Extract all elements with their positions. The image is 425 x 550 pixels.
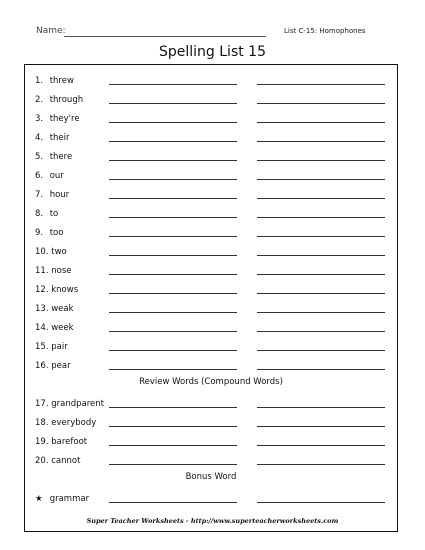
spelling-word: their	[49, 133, 70, 143]
write-line-2[interactable]	[257, 312, 385, 313]
spelling-word: threw	[49, 76, 74, 86]
spelling-word: barefoot	[51, 437, 88, 447]
word-row	[25, 354, 397, 373]
write-line-2[interactable]	[257, 464, 385, 465]
name-row	[36, 24, 396, 40]
write-line-1[interactable]	[109, 464, 237, 465]
word-label	[35, 437, 87, 447]
word-label	[35, 209, 58, 219]
write-line-1[interactable]	[109, 141, 237, 142]
word-row	[25, 259, 397, 278]
word-row	[25, 145, 397, 164]
write-line-1[interactable]	[109, 502, 237, 503]
word-number: 17.	[35, 399, 49, 409]
write-line-1[interactable]	[109, 350, 237, 351]
word-label	[35, 133, 70, 143]
word-number: 13.	[35, 304, 49, 314]
word-row	[25, 69, 397, 88]
write-line-1[interactable]	[109, 331, 237, 332]
word-number: 16.	[35, 361, 49, 371]
write-line-1[interactable]	[109, 198, 237, 199]
spelling-word: there	[49, 152, 73, 162]
word-row	[25, 449, 397, 468]
write-line-1[interactable]	[109, 103, 237, 104]
word-row	[25, 126, 397, 145]
word-number: 18.	[35, 418, 49, 428]
spelling-word: our	[49, 171, 64, 181]
write-line-1[interactable]	[109, 312, 237, 313]
word-label	[35, 171, 64, 181]
word-row	[25, 430, 397, 449]
write-line-2[interactable]	[257, 122, 385, 123]
word-label	[35, 304, 74, 314]
word-row	[25, 88, 397, 107]
write-line-2[interactable]	[257, 350, 385, 351]
write-line-2[interactable]	[257, 255, 385, 256]
word-number: 19.	[35, 437, 49, 447]
write-line-1[interactable]	[109, 369, 237, 370]
word-number: 6.	[35, 171, 44, 181]
write-line-1[interactable]	[109, 179, 237, 180]
spelling-word: to	[49, 209, 59, 219]
word-number: 11.	[35, 266, 49, 276]
word-row	[25, 297, 397, 316]
word-label	[35, 418, 96, 428]
word-row	[25, 164, 397, 183]
word-row	[25, 278, 397, 297]
word-label	[35, 190, 69, 200]
spelling-word: pear	[51, 361, 71, 371]
word-label	[35, 247, 67, 257]
word-row	[25, 392, 397, 411]
word-number: 4.	[35, 133, 44, 143]
write-line-2[interactable]	[257, 236, 385, 237]
word-number: 3.	[35, 114, 44, 124]
write-line-1[interactable]	[109, 122, 237, 123]
write-line-2[interactable]	[257, 198, 385, 199]
write-line-1[interactable]	[109, 407, 237, 408]
word-row	[25, 240, 397, 259]
bonus-heading: Bonus Word	[185, 472, 237, 482]
star-icon: ★	[35, 494, 43, 504]
spelling-word: everybody	[51, 418, 97, 428]
word-row	[25, 107, 397, 126]
word-label	[35, 494, 89, 504]
write-line-2[interactable]	[257, 217, 385, 218]
write-line-1[interactable]	[109, 236, 237, 237]
write-line-1[interactable]	[109, 426, 237, 427]
word-row	[25, 221, 397, 240]
write-line-2[interactable]	[257, 426, 385, 427]
word-row	[25, 335, 397, 354]
page-title: Spelling List 15	[158, 44, 266, 60]
write-line-1[interactable]	[109, 445, 237, 446]
spelling-word: cannot	[51, 456, 81, 466]
write-line-2[interactable]	[257, 331, 385, 332]
footer-credit: Super Teacher Worksheets - http://www.superteacherworksheets.com	[86, 517, 339, 525]
write-line-2[interactable]	[257, 103, 385, 104]
word-label	[35, 323, 74, 333]
word-label	[35, 399, 104, 409]
spelling-word: hour	[49, 190, 70, 200]
write-line-2[interactable]	[257, 445, 385, 446]
word-number: 1.	[35, 76, 44, 86]
word-row	[25, 183, 397, 202]
word-label	[35, 114, 80, 124]
word-number: 10.	[35, 247, 49, 257]
write-line-1[interactable]	[109, 217, 237, 218]
word-number: 7.	[35, 190, 44, 200]
write-line-1[interactable]	[109, 160, 237, 161]
spelling-word: grammar	[49, 494, 90, 504]
word-number: 8.	[35, 209, 44, 219]
name-label: Name:	[36, 26, 66, 36]
spelling-word: week	[51, 323, 74, 333]
spelling-word: pair	[51, 342, 68, 352]
write-line-2[interactable]	[257, 141, 385, 142]
spelling-word: too	[49, 228, 64, 238]
word-label	[35, 361, 71, 371]
spelling-word: weak	[51, 304, 74, 314]
word-row	[25, 316, 397, 335]
spelling-word: knows	[51, 285, 79, 295]
word-number: 15.	[35, 342, 49, 352]
spelling-table	[24, 64, 398, 532]
review-heading: Review Words (Compound Words)	[139, 377, 283, 387]
write-line-2[interactable]	[257, 84, 385, 85]
word-row	[25, 411, 397, 430]
name-line[interactable]	[64, 36, 266, 37]
spelling-word: they're	[49, 114, 80, 124]
word-label	[35, 95, 83, 105]
write-line-1[interactable]	[109, 274, 237, 275]
word-number: 20.	[35, 456, 49, 466]
word-row	[25, 487, 397, 506]
word-label	[35, 266, 71, 276]
word-label	[35, 456, 80, 466]
write-line-1[interactable]	[109, 293, 237, 294]
write-line-2[interactable]	[257, 160, 385, 161]
word-label	[35, 228, 63, 238]
write-line-2[interactable]	[257, 502, 385, 503]
spelling-word: two	[51, 247, 67, 257]
word-label	[35, 152, 72, 162]
write-line-2[interactable]	[257, 274, 385, 275]
word-number: 2.	[35, 95, 44, 105]
write-line-1[interactable]	[109, 84, 237, 85]
write-line-2[interactable]	[257, 407, 385, 408]
list-id: List C-15: Homophones	[284, 27, 366, 35]
word-number: 12.	[35, 285, 49, 295]
word-number: 9.	[35, 228, 44, 238]
word-label	[35, 342, 68, 352]
spelling-word: nose	[51, 266, 72, 276]
spelling-word: through	[49, 95, 84, 105]
spelling-word: grandparent	[51, 399, 104, 409]
write-line-1[interactable]	[109, 255, 237, 256]
word-number: 14.	[35, 323, 49, 333]
word-row	[25, 202, 397, 221]
word-label	[35, 76, 74, 86]
word-number: 5.	[35, 152, 44, 162]
word-label	[35, 285, 78, 295]
write-line-2[interactable]	[257, 179, 385, 180]
write-line-2[interactable]	[257, 293, 385, 294]
write-line-2[interactable]	[257, 369, 385, 370]
